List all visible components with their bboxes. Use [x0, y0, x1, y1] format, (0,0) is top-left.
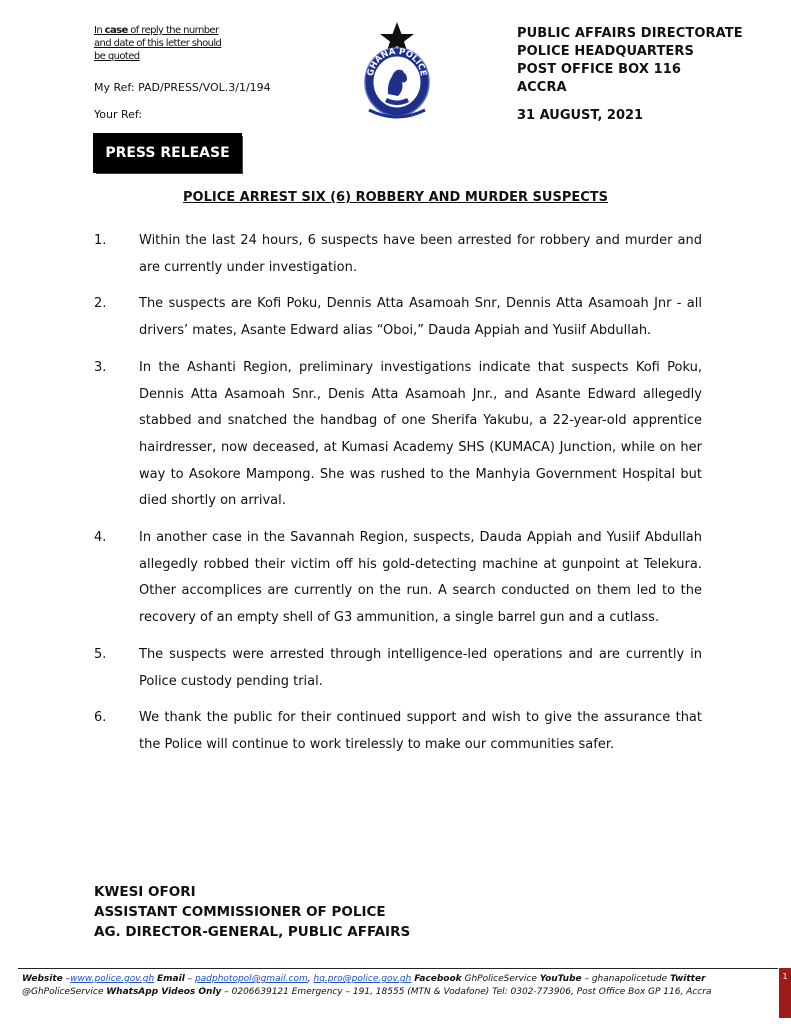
directorate-address: PUBLIC AFFAIRS DIRECTORATE POLICE HEADQUARTERS POST OFFICE BOX 116 ACCRA [517, 26, 743, 95]
numbered-paragraphs [94, 228, 702, 769]
press-headline: POLICE ARREST SIX (6) ROBBERY AND MURDER SUSPECTS [183, 190, 608, 205]
release-date: 31 AUGUST, 2021 [517, 108, 644, 123]
ghana-police-crest-logo [357, 20, 437, 120]
signatory-name: KWESI OFORI [94, 884, 196, 900]
paragraph-item: 3. In the Ashanti Region, preliminary investigations indicate that suspects Kofi Poku, Dennis Atta Asamoah Snr., Denis Atta Asamoah Jnr., and Asante Edward allegedly stabbed and snatched the handbag of one Sherifa Yakubu, a 22-year-old apprentice hairdresser, now deceased, at Kumasi Academy SHS (KUMACA) Junction, while on her way to Asokore Mampong. She was rushed to the Manhyia Government Hospital but died shortly on arrival. [94, 359, 702, 509]
paragraph-item: 6. We thank the public for their continued support and wish to give the assurance that the Police will continue to work tirelessly to make our communities safer. [94, 710, 702, 752]
page-number-tab: 1 [779, 968, 791, 1018]
your-reference: Your Ref: [94, 108, 143, 121]
paragraph-item: 5. The suspects were arrested through intelligence-led operations and are currently in Police custody pending trial. [94, 646, 702, 689]
signature-block [94, 882, 410, 942]
paragraph-item: 2. The suspects are Kofi Poku, Dennis Atta Asamoah Snr, Dennis Atta Asamoah Jnr - all drivers’ mates, Asante Edward alias “Oboi,” Dauda Appiah and Yusiif Abdullah. [94, 296, 702, 339]
paragraph-item: 4. In another case in the Savannah Region, suspects, Dauda Appiah and Yusiif Abdullah allegedly robbed their victim off his gold-detecting machine at gunpoint at Telekura. Other accomplices are currently on the run. A search conducted on them led to the recovery of an empty shell of G3 ammunition, a single barrel gun and a cutlass. [94, 530, 702, 626]
signatory-title: AG. DIRECTOR-GENERAL, PUBLIC AFFAIRS [94, 924, 411, 940]
email-link-pro[interactable]: hq.pro@police.gov.gh [313, 974, 412, 984]
footer-divider [18, 968, 778, 969]
svg-text:GHANA POLICE: GHANA POLICE [365, 46, 428, 77]
footer-contacts: Website –www.police.gov.gh Email – padphotopol@gmail.com, hq.pro@police.gov.gh Facebook GhPoliceService YouTube – ghanapolicetude Twitter @GhPoliceService WhatsApp Videos Only – 0206639121 Emergency – 191, 18555 (MTN & Vodafone) Tel: 0302-773906, Post Office Box GP 116, Accra [22, 974, 712, 997]
my-reference: My Ref: PAD/PRESS/VOL.3/1/194 [94, 81, 271, 94]
paragraph-item: 1. Within the last 24 hours, 6 suspects have been arrested for robbery and murder and are currently under investigation. [94, 233, 702, 275]
reply-reference-note: In case of reply the number and date of this letter should be quoted [94, 25, 222, 62]
website-link[interactable]: www.police.gov.gh [70, 974, 155, 984]
signatory-rank: ASSISTANT COMMISSIONER OF POLICE [94, 904, 386, 920]
email-link-photo[interactable]: padphotopol@gmail.com [195, 974, 308, 984]
press-release-label: PRESS RELEASE [94, 134, 241, 172]
